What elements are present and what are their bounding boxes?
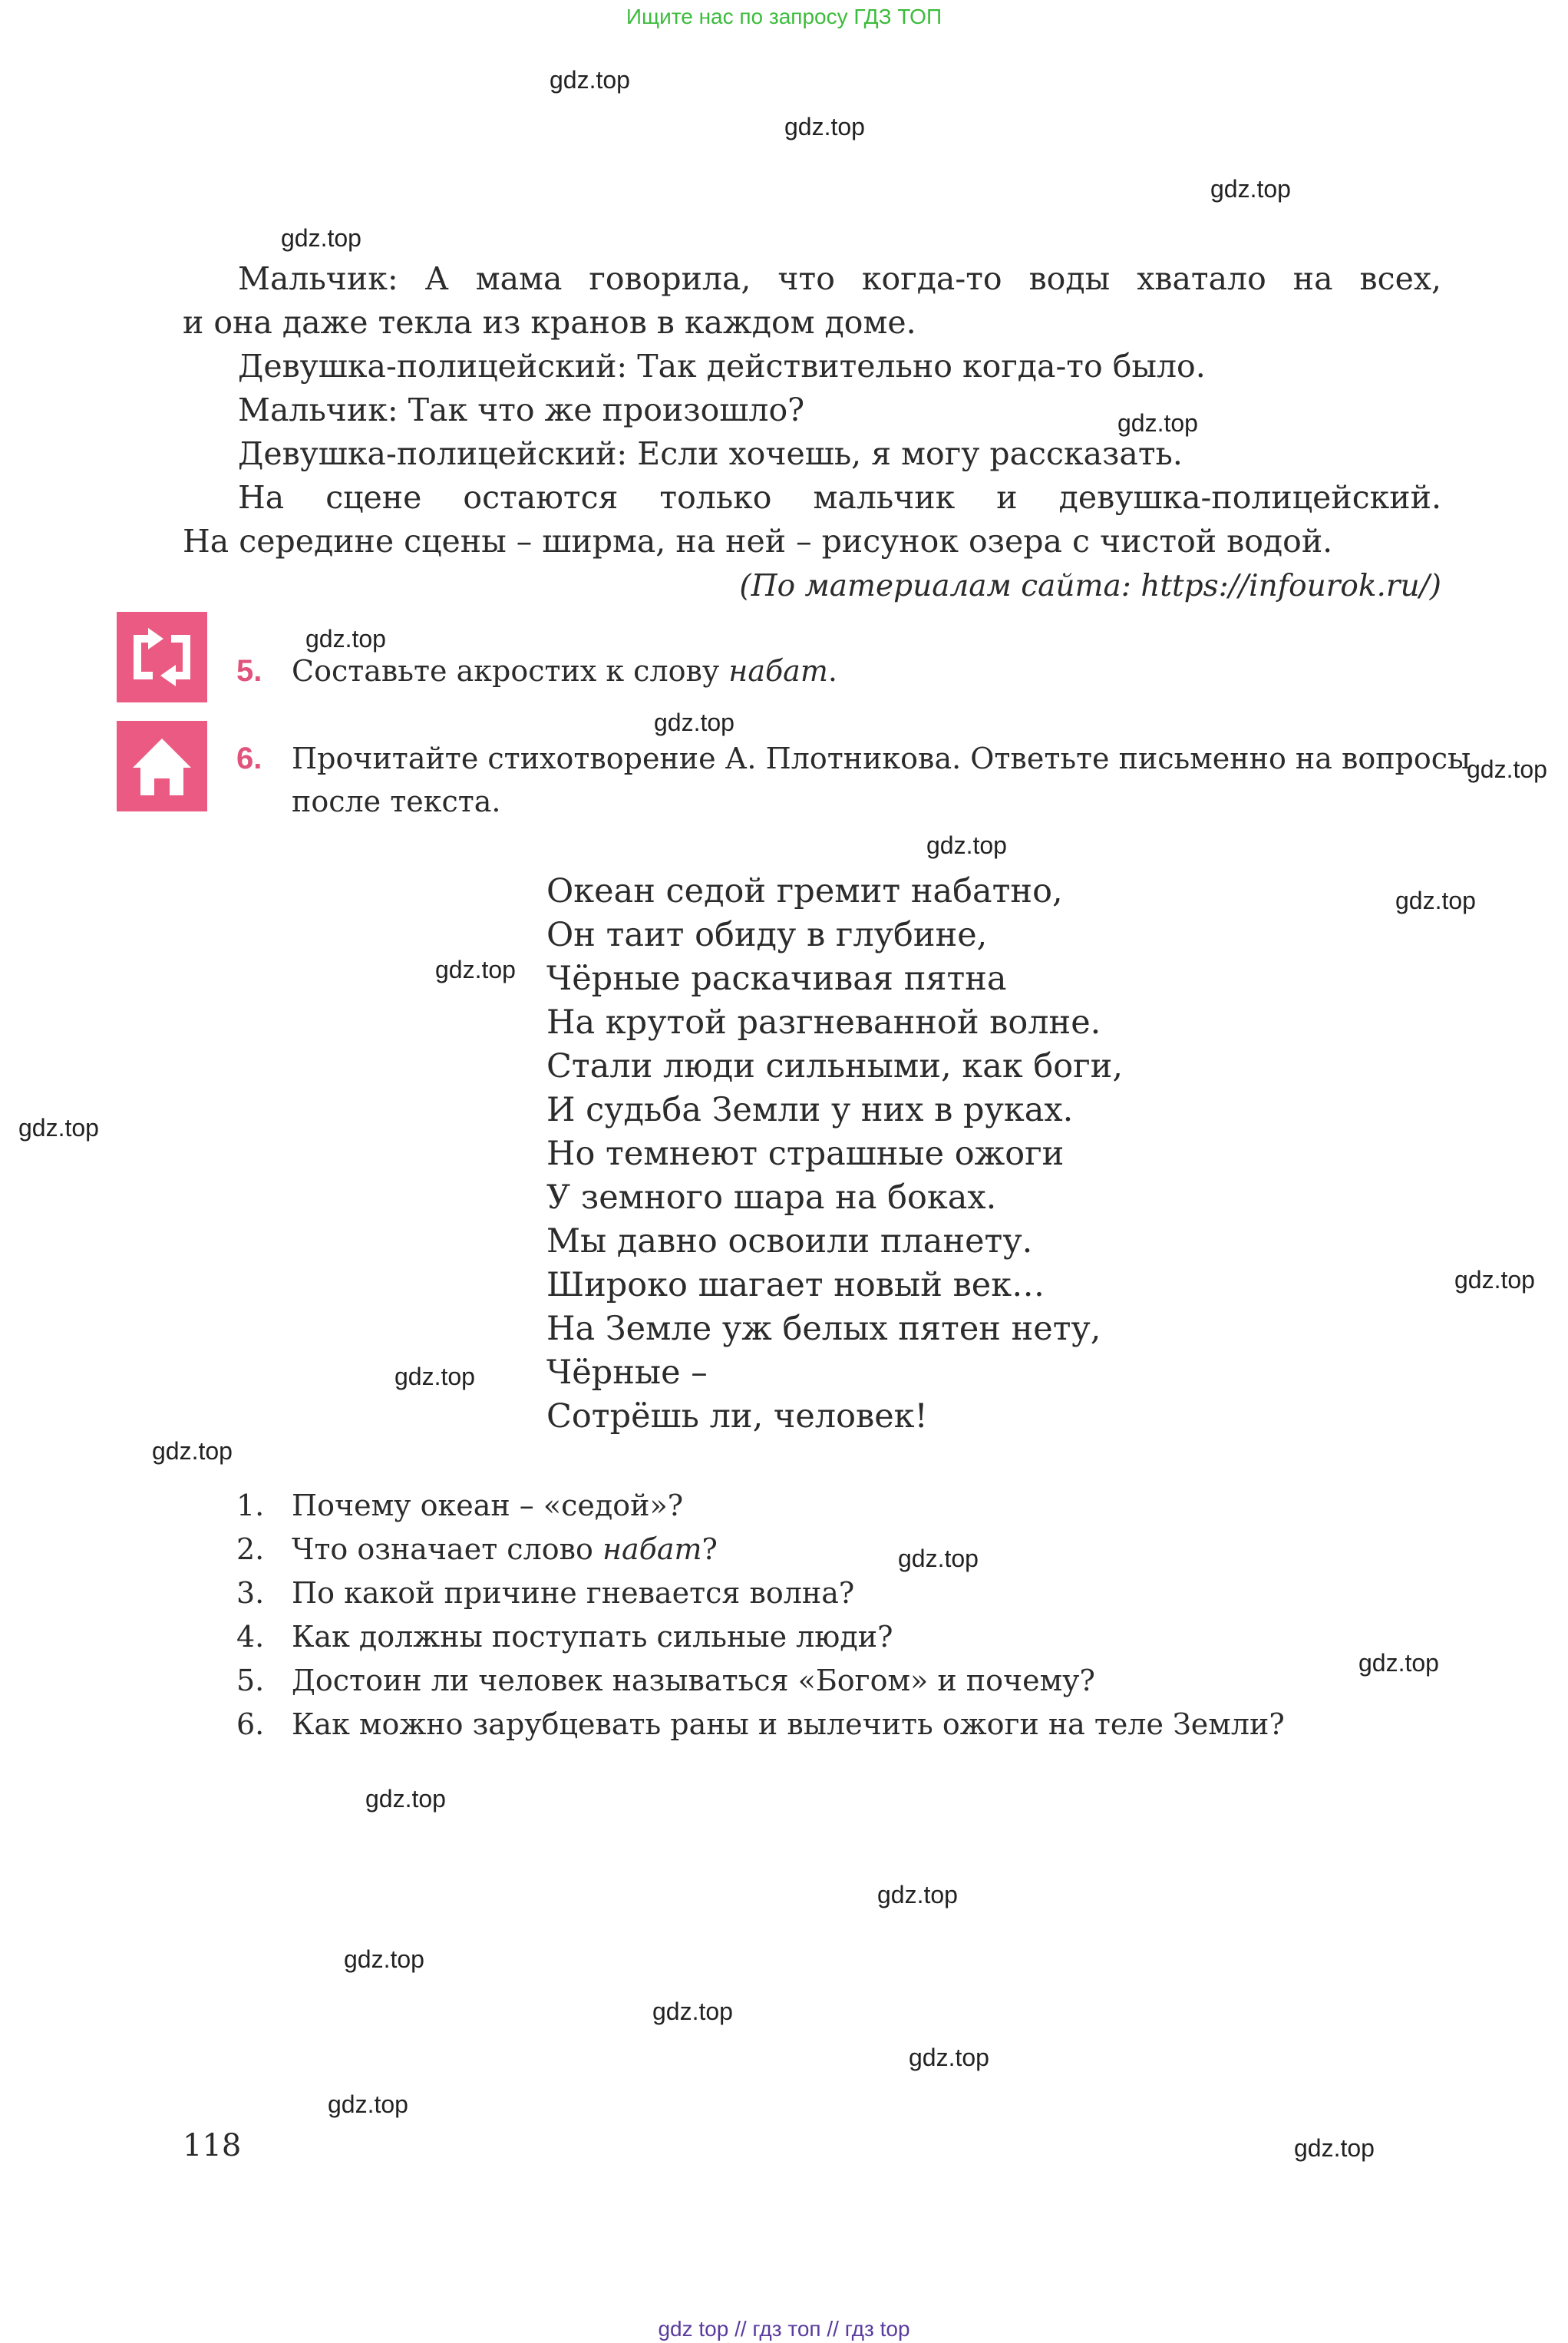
watermark: gdz.top <box>394 1363 475 1390</box>
watermark: gdz.top <box>1467 755 1547 783</box>
watermark: gdz.top <box>654 709 734 736</box>
task-5-text: Составьте акростих к слову набат. <box>292 654 837 688</box>
question-item: 4. Как должны поступать сильные люди? <box>236 1620 893 1654</box>
watermark: gdz.top <box>550 66 630 94</box>
watermark: gdz.top <box>926 831 1007 859</box>
watermark: gdz.top <box>877 1881 958 1908</box>
watermark: gdz.top <box>1294 2134 1375 2162</box>
watermark: gdz.top <box>1210 175 1291 203</box>
task-5-number: 5. <box>236 654 262 688</box>
watermark: gdz.top <box>909 2044 989 2071</box>
dialogue-line: Мальчик: А мама говорила, что когда-то воды хватало на всех, <box>238 260 1441 297</box>
question-item: 6. Как можно зарубцевать раны и вылечить ожоги на теле Земли? <box>236 1707 1285 1741</box>
poem-line: Океан седой гремит набатно, <box>546 872 1063 910</box>
watermark: gdz.top <box>344 1945 424 1973</box>
poem-line: Чёрные – <box>546 1353 708 1392</box>
dialogue-line: Девушка-полицейский: Если хочешь, я могу рассказать. <box>238 435 1183 472</box>
watermark: gdz.top <box>1117 409 1198 437</box>
watermark: gdz.top <box>898 1545 979 1572</box>
watermark: gdz.top <box>18 1114 99 1142</box>
home-icon <box>117 721 207 811</box>
poem-line: На крутой разгневанной волне. <box>546 1003 1101 1042</box>
watermark: gdz.top <box>1395 887 1476 914</box>
poem-line: У земного шара на боках. <box>546 1178 997 1217</box>
page-number: 118 <box>183 2128 242 2163</box>
watermark: gdz.top <box>328 2090 408 2118</box>
question-item: 2. Что означает слово набат? <box>236 1532 718 1566</box>
stage-direction: На середине сцены – ширма, на ней – рисунок озера с чистой водой. <box>183 523 1333 560</box>
watermark: gdz.top <box>281 224 361 252</box>
question-list <box>236 1484 1285 1747</box>
poem-line: Он таит обиду в глубине, <box>546 916 988 954</box>
poem-line: Широко шагает новый век… <box>546 1266 1045 1304</box>
watermark: gdz.top <box>435 956 516 983</box>
poem-line: На Земле уж белых пятен нету, <box>546 1310 1101 1348</box>
watermark: gdz.top <box>152 1437 233 1465</box>
watermark: gdz.top <box>365 1785 446 1813</box>
watermark: gdz.top <box>305 625 386 653</box>
question-item: 5. Достоин ли человек называться «Богом» и почему? <box>236 1664 1095 1697</box>
stage-direction: На сцене остаются только мальчик и девушка-полицейский. <box>238 479 1441 516</box>
watermark: gdz.top <box>1358 1649 1439 1677</box>
poem-line: Стали люди сильными, как боги, <box>546 1047 1124 1086</box>
poem-line: Мы давно освоили планету. <box>546 1222 1033 1261</box>
dialogue-line: Мальчик: Так что же произошло? <box>238 392 805 428</box>
watermark: gdz.top <box>1454 1266 1535 1294</box>
top-banner: Ищите нас по запросу ГДЗ ТОП <box>626 5 942 28</box>
dialogue-line: и она даже текла из кранов в каждом доме. <box>183 304 916 341</box>
question-item: 1. Почему океан – «седой»? <box>236 1489 684 1522</box>
poem-line: Чёрные раскачивая пятна <box>546 960 1007 998</box>
task-6-text: Прочитайте стихотворение А. Плотникова. Ответьте письменно на вопросы после текста. <box>292 742 1471 818</box>
poem-line: Но темнеют страшные ожоги <box>546 1135 1065 1173</box>
footer-links[interactable]: gdz top // гдз топ // гдз top <box>658 2317 910 2341</box>
question-item: 3. По какой причине гневается волна? <box>236 1576 855 1610</box>
repeat-icon <box>117 612 207 702</box>
poem <box>546 870 1123 1439</box>
poem-line: Сотрёшь ли, человек! <box>546 1397 928 1436</box>
source-citation: (По материалам сайта: https://infourok.ru/) <box>739 569 1441 603</box>
poem-line: И судьба Земли у них в руках. <box>546 1091 1074 1129</box>
dialogue-line: Девушка-полицейский: Так действительно когда-то было. <box>238 348 1206 385</box>
watermark: gdz.top <box>652 1998 733 2025</box>
task-6-number: 6. <box>236 742 262 775</box>
watermark: gdz.top <box>784 113 865 140</box>
dialogue <box>183 257 1441 563</box>
